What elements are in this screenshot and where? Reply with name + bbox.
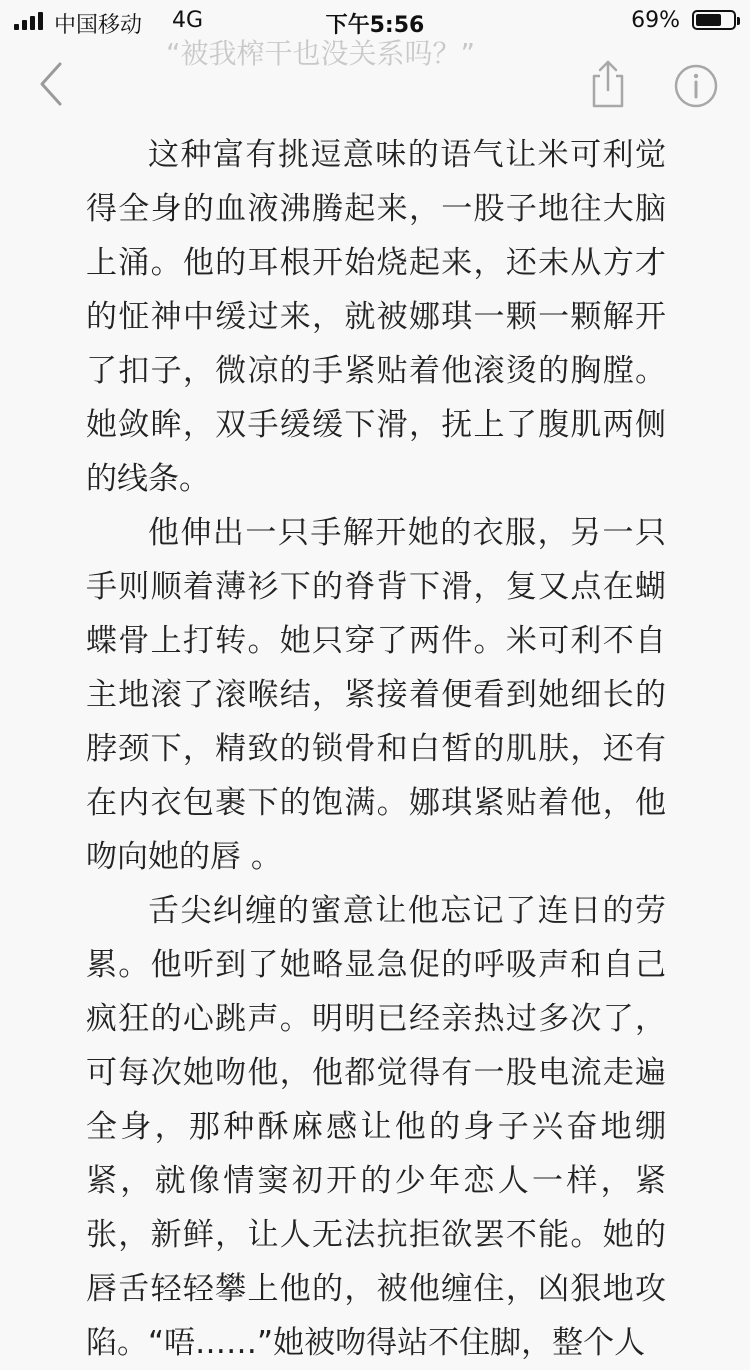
article-body	[86, 128, 666, 1370]
battery-icon	[692, 10, 736, 30]
share-button[interactable]	[584, 56, 632, 112]
clock: 下午5:56	[325, 13, 425, 38]
article-paragraph: 舌尖纠缠的蜜意让他忘记了连日的劳累。他听到了她略显急促的呼吸声和自己疯狂的心跳声。明明已经亲热过多次了，可每次她吻他，他都觉得有一股电流走遍全身，那种酥麻感让他的身子兴奋地绷紧，就像情窦初开的少年恋人一样，紧张，新鲜，让人无法抗拒欲罢不能。她的唇舌轻轻攀上他的，被他缠住，凶狠地攻陷。“唔……”她被吻得站不住脚，整个人	[86, 893, 666, 1361]
article-paragraph: 这种富有挑逗意味的语气让米可利觉得全身的血液沸腾起来，一股子地往大脑上涌。他的耳根开始烧起来，还未从方才的怔神中缓过来，就被娜琪一颗一颗解开了扣子，微凉的手紧贴着他滚烫的胸膛。她敛眸，双手缓缓下滑，抚上了腹肌两侧的线条。	[86, 137, 666, 497]
network-type: 4G	[172, 8, 204, 33]
info-button[interactable]	[672, 62, 720, 110]
battery-percent: 69%	[631, 8, 680, 33]
chevron-left-icon	[30, 56, 74, 112]
share-icon	[584, 56, 632, 112]
back-button[interactable]	[30, 56, 74, 112]
carrier-name: 中国移动	[54, 13, 143, 38]
article-paragraph: 他伸出一只手解开她的衣服，另一只手则顺着薄衫下的脊背下滑，复又点在蝴蝶骨上打转。她只穿了两件。米可利不自主地滚了滚喉结，紧接着便看到她细长的脖颈下，精致的锁骨和白皙的肌肤，还有在内衣包裹下的饱满。娜琪紧贴着他，他吻向她的唇 。	[86, 515, 666, 875]
info-icon	[672, 62, 720, 110]
scrolled-text-fragment: “被我榨干也没关系吗？”	[166, 37, 476, 70]
